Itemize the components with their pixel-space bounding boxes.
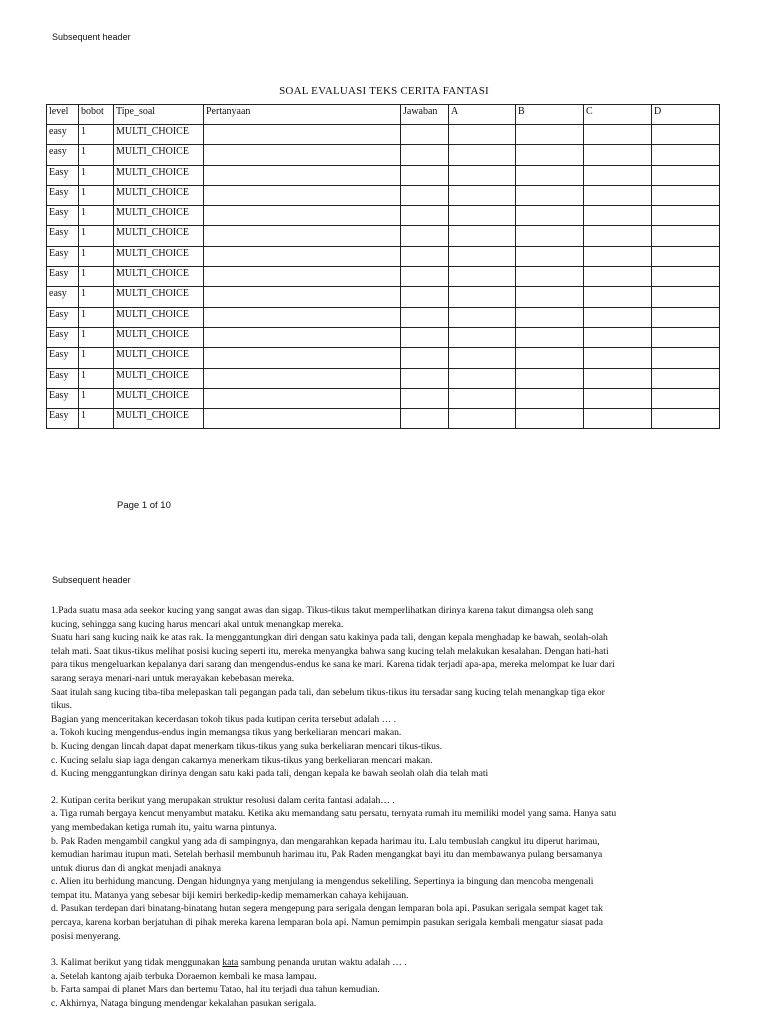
table-row (47, 125, 720, 145)
cell-bobot: 1 (79, 206, 114, 226)
page-header: Subsequent header (52, 32, 131, 42)
cell-empty (584, 206, 652, 226)
underlined-word: kata (222, 957, 239, 969)
option-d: d. Kucing menggantungkan dirinya dengan satu kaki pada tali, dengan kepala ke bawah seolah olah dia telah mati (51, 768, 489, 780)
cell-empty (652, 388, 720, 408)
cell-empty (449, 307, 516, 327)
option-b: b. Pak Raden mengambil cangkul yang ada di sampingnya, dan mengarahkan kepada harimau itu. Lalu tembuslah cangkul itu diperut harimau, (51, 835, 600, 847)
cell-empty (584, 125, 652, 145)
cell-level: Easy (47, 307, 79, 327)
cell-empty (584, 287, 652, 307)
question-prompt: 2. Kutipan cerita berikut yang merupakan struktur resolusi dalam cerita fantasi adalah… . (51, 794, 395, 806)
cell-empty (516, 368, 584, 388)
question-text: para tikus mengeluarkan kepalanya dari sarang dan mengendus-endus ke sana ke mari. Karena tidak terjadi apa-apa, mereka melompat ke luar dari (51, 659, 615, 671)
cell-empty (584, 165, 652, 185)
cell-empty (449, 125, 516, 145)
cell-empty (401, 287, 449, 307)
option-b: kemudian harimau itupun mati. Setelah berhasil membunuh harimau itu, Pak Raden mengangkat bayi itu dan membawanya pulang bersamanya (51, 849, 603, 861)
question-text: Saat itulah sang kucing tiba-tiba melepaskan tali pegangan pada tali, dan sebelum tikus-tikus itu tersadar sang kucing telah menangkap tiga ekor (51, 686, 605, 698)
cell-empty (204, 327, 401, 347)
cell-level: Easy (47, 368, 79, 388)
cell-empty (401, 185, 449, 205)
cell-bobot: 1 (79, 246, 114, 266)
cell-empty (204, 206, 401, 226)
cell-tipe: MULTI_CHOICE (114, 145, 204, 165)
cell-empty (204, 226, 401, 246)
cell-level: Easy (47, 388, 79, 408)
cell-bobot: 1 (79, 226, 114, 246)
table-row (47, 145, 720, 165)
cell-empty (204, 246, 401, 266)
question-prompt: Bagian yang menceritakan kecerdasan tokoh tikus pada kutipan cerita tersebut adalah … . (51, 713, 396, 725)
cell-empty (449, 348, 516, 368)
option-d: d. Pasukan terdepan dari binatang-binatang hutan segera mengepung para serigala dengan lemparan bola api. Pasukan serigala sempat kaget tak (51, 903, 603, 915)
table-row (47, 246, 720, 266)
cell-level: easy (47, 125, 79, 145)
cell-empty (204, 388, 401, 408)
cell-empty (652, 307, 720, 327)
question-1 (51, 604, 711, 781)
column-header: Pertanyaan (204, 105, 401, 125)
cell-empty (584, 145, 652, 165)
cell-empty (401, 348, 449, 368)
cell-bobot: 1 (79, 307, 114, 327)
cell-empty (652, 206, 720, 226)
cell-empty (516, 409, 584, 429)
cell-empty (584, 327, 652, 347)
cell-level: Easy (47, 267, 79, 287)
option-c: c. Kucing selalu siap iaga dengan cakarnya menerkam tikus-tikus yang berkeliaran mencari makan. (51, 754, 433, 766)
cell-bobot: 1 (79, 388, 114, 408)
cell-empty (204, 125, 401, 145)
column-header: Jawaban (401, 105, 449, 125)
cell-tipe: MULTI_CHOICE (114, 368, 204, 388)
cell-empty (516, 226, 584, 246)
cell-empty (449, 409, 516, 429)
cell-empty (401, 267, 449, 287)
option-c: tempat itu. Matanya yang sebesar biji kemiri berkedip-kedip memamerkan cahaya kehijauan. (51, 889, 409, 901)
cell-empty (449, 165, 516, 185)
cell-empty (584, 368, 652, 388)
cell-tipe: MULTI_CHOICE (114, 327, 204, 347)
column-header: A (449, 105, 516, 125)
cell-level: Easy (47, 206, 79, 226)
cell-level: Easy (47, 165, 79, 185)
cell-bobot: 1 (79, 267, 114, 287)
question-text: tikus. (51, 700, 73, 712)
cell-tipe: MULTI_CHOICE (114, 409, 204, 429)
cell-empty (652, 327, 720, 347)
cell-empty (401, 125, 449, 145)
table-row (47, 327, 720, 347)
option-d: percaya, karena korban berjatuhan di pihak mereka karena lemparan bola api. Namun pemimpin pasukan serigala kembali mengatur siasat pada (51, 917, 603, 929)
cell-tipe: MULTI_CHOICE (114, 307, 204, 327)
question-2 (51, 794, 711, 944)
cell-empty (401, 368, 449, 388)
cell-bobot: 1 (79, 185, 114, 205)
cell-empty (449, 327, 516, 347)
cell-empty (204, 348, 401, 368)
cell-empty (516, 267, 584, 287)
page-number: Page 1 of 10 (117, 500, 171, 511)
cell-empty (449, 185, 516, 205)
document-title: SOAL EVALUASI TEKS CERITA FANTASI (279, 85, 489, 97)
table-row (47, 388, 720, 408)
cell-empty (516, 307, 584, 327)
cell-empty (449, 206, 516, 226)
cell-empty (401, 327, 449, 347)
cell-tipe: MULTI_CHOICE (114, 348, 204, 368)
option-c: c. Alien itu berhidung mancung. Dengan hidungnya yang menjulang ia mengendus sekeliling. Sepertinya ia bingung dan mencoba mengenali (51, 876, 594, 888)
cell-level: Easy (47, 185, 79, 205)
cell-bobot: 1 (79, 348, 114, 368)
cell-empty (516, 246, 584, 266)
cell-empty (401, 165, 449, 185)
cell-bobot: 1 (79, 409, 114, 429)
cell-empty (401, 409, 449, 429)
question-text: sarang seraya menari-nari untuk merayakan kebebasan mereka. (51, 672, 295, 684)
question-table (46, 104, 720, 429)
option-a: a. Tokoh kucing mengendus-endus ingin memangsa tikus yang berkeliaran mencari makan. (51, 727, 402, 739)
column-header: bobot (79, 105, 114, 125)
column-header: Tipe_soal (114, 105, 204, 125)
cell-empty (449, 287, 516, 307)
column-header: B (516, 105, 584, 125)
cell-empty (584, 226, 652, 246)
cell-tipe: MULTI_CHOICE (114, 185, 204, 205)
cell-tipe: MULTI_CHOICE (114, 246, 204, 266)
cell-empty (449, 246, 516, 266)
option-a: a. Tiga rumah bergaya kencut menyambut mataku. Ketika aku memandang satu persatu, ternyata rumah itu memiliki model yang sama. Hanya satu (51, 808, 617, 820)
cell-empty (584, 409, 652, 429)
cell-empty (401, 206, 449, 226)
cell-empty (516, 327, 584, 347)
column-header: level (47, 105, 79, 125)
cell-empty (401, 145, 449, 165)
cell-empty (204, 185, 401, 205)
cell-empty (584, 185, 652, 205)
cell-level: easy (47, 287, 79, 307)
table-row (47, 267, 720, 287)
cell-empty (652, 368, 720, 388)
cell-level: easy (47, 145, 79, 165)
cell-empty (652, 226, 720, 246)
cell-empty (401, 388, 449, 408)
cell-empty (516, 145, 584, 165)
cell-level: Easy (47, 348, 79, 368)
option-a: yang membedakan ketiga rumah itu, yaitu warna pintunya. (51, 821, 277, 833)
cell-empty (401, 246, 449, 266)
cell-empty (584, 246, 652, 266)
option-a: a. Setelah kantong ajaib terbuka Doraemon kembali ke masa lampau. (51, 970, 317, 982)
question-prompt: 3. Kalimat berikut yang tidak menggunakan kata sambung penanda urutan waktu adalah … . (51, 957, 407, 969)
cell-level: Easy (47, 327, 79, 347)
cell-empty (652, 145, 720, 165)
table-row (47, 185, 720, 205)
option-b: untuk diurus dan di angkat menjadi anaknya (51, 862, 221, 874)
cell-empty (652, 409, 720, 429)
cell-empty (204, 287, 401, 307)
table-header-row (47, 105, 720, 125)
table-row (47, 287, 720, 307)
table-row (47, 307, 720, 327)
cell-bobot: 1 (79, 368, 114, 388)
cell-tipe: MULTI_CHOICE (114, 165, 204, 185)
question-3 (51, 956, 711, 1010)
cell-empty (516, 125, 584, 145)
cell-level: Easy (47, 226, 79, 246)
option-b: b. Kucing dengan lincah dapat dapat menerkam tikus-tikus yang suka berkeliaran mencari tikus-tikus. (51, 740, 443, 752)
question-text: kucing, sehingga sang kucing harus mencari akal untuk menangkap mereka. (51, 618, 344, 630)
table-row (47, 165, 720, 185)
cell-empty (401, 226, 449, 246)
cell-empty (652, 165, 720, 185)
cell-empty (449, 368, 516, 388)
cell-bobot: 1 (79, 165, 114, 185)
question-text: telah mati. Saat tikus-tikus melihat posisi kucing seperti itu, mereka menyangka bahwa sang kucing telah melakukan kesalahan. Dengan hati-hati (51, 645, 609, 657)
question-list (51, 604, 711, 1011)
cell-empty (652, 287, 720, 307)
cell-empty (652, 348, 720, 368)
cell-empty (584, 348, 652, 368)
table-row (47, 206, 720, 226)
cell-empty (401, 307, 449, 327)
cell-empty (652, 125, 720, 145)
cell-empty (652, 185, 720, 205)
option-d: posisi menyerang. (51, 930, 121, 942)
question-text: 1.Pada suatu masa ada seekor kucing yang sangat awas dan sigap. Tikus-tikus takut memperlihatkan dirinya karena takut dimangsa oleh sang (51, 605, 594, 616)
cell-level: Easy (47, 246, 79, 266)
cell-empty (516, 206, 584, 226)
cell-empty (652, 267, 720, 287)
cell-empty (516, 348, 584, 368)
cell-tipe: MULTI_CHOICE (114, 267, 204, 287)
cell-empty (516, 287, 584, 307)
cell-empty (449, 145, 516, 165)
cell-empty (516, 388, 584, 408)
cell-empty (516, 185, 584, 205)
cell-empty (584, 307, 652, 327)
cell-empty (449, 226, 516, 246)
cell-empty (204, 307, 401, 327)
cell-empty (204, 267, 401, 287)
cell-empty (449, 388, 516, 408)
cell-empty (204, 145, 401, 165)
cell-bobot: 1 (79, 327, 114, 347)
cell-empty (584, 267, 652, 287)
cell-empty (516, 165, 584, 185)
cell-bobot: 1 (79, 287, 114, 307)
column-header: C (584, 105, 652, 125)
table-row (47, 368, 720, 388)
cell-empty (204, 368, 401, 388)
cell-tipe: MULTI_CHOICE (114, 206, 204, 226)
table-row (47, 409, 720, 429)
table-row (47, 226, 720, 246)
page-header: Subsequent header (52, 575, 131, 585)
cell-empty (652, 246, 720, 266)
cell-empty (584, 388, 652, 408)
cell-tipe: MULTI_CHOICE (114, 388, 204, 408)
cell-empty (449, 267, 516, 287)
cell-level: Easy (47, 409, 79, 429)
cell-empty (204, 409, 401, 429)
column-header: D (652, 105, 720, 125)
cell-empty (204, 165, 401, 185)
table-row (47, 348, 720, 368)
cell-tipe: MULTI_CHOICE (114, 287, 204, 307)
cell-bobot: 1 (79, 125, 114, 145)
cell-bobot: 1 (79, 145, 114, 165)
option-c: c. Akhirnya, Nataga bingung mendengar kekalahan pasukan serigala. (51, 998, 317, 1010)
option-b: b. Farta sampai di planet Mars dan bertemu Tatao, hal itu terjadi dua tahun kemudian. (51, 984, 380, 996)
cell-tipe: MULTI_CHOICE (114, 125, 204, 145)
cell-tipe: MULTI_CHOICE (114, 226, 204, 246)
question-text: Suatu hari sang kucing naik ke atas rak. Ia menggantungkan diri dengan satu kakinya pada tali, dengan kepala menghadap ke bawah, seolah-olah (51, 632, 608, 644)
